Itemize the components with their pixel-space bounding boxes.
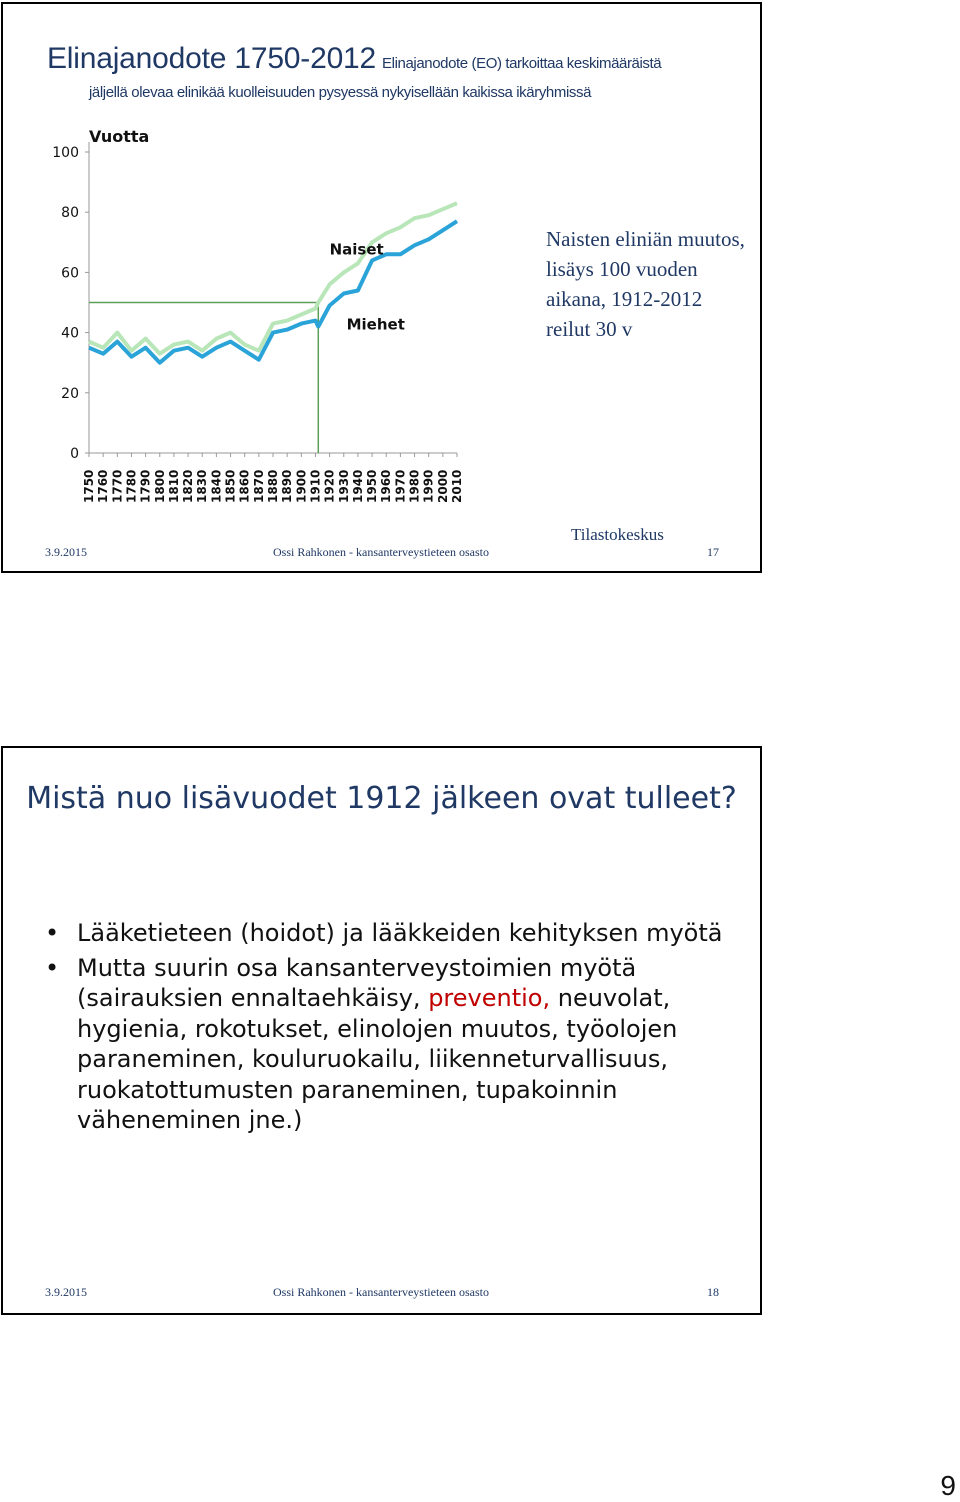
x-tick-label: 1830 — [195, 469, 210, 503]
x-tick-label: 1860 — [237, 469, 252, 503]
source-label: Tilastokeskus — [571, 525, 664, 544]
chart-annotation: Naisten eliniän muutos, lisäys 100 vuoden aikana, 1912-2012 reilut 30 v — [546, 227, 745, 341]
x-tick-label: 1940 — [350, 469, 365, 503]
series-label-naiset: Naiset — [329, 240, 384, 259]
bullet-text: Lääketieteen (hoidot) ja lääkkeiden kehityksen myötä — [77, 919, 723, 947]
x-tick-label: 1810 — [166, 469, 181, 503]
x-tick-label: 1820 — [181, 469, 196, 503]
y-tick-label: 40 — [61, 325, 79, 342]
x-tick-label: 1900 — [294, 469, 309, 503]
footer-page-number: 18 — [707, 1285, 719, 1299]
x-tick-label: 1800 — [152, 469, 167, 503]
bullet-item — [43, 953, 733, 1136]
x-tick-label: 1850 — [223, 469, 238, 503]
x-tick-label: 1750 — [82, 469, 96, 503]
x-tick-label: 1890 — [280, 469, 295, 503]
x-tick-label: 1930 — [336, 469, 351, 503]
bullet-text-highlight: preventio, — [428, 984, 551, 1012]
x-tick-label: 1880 — [266, 469, 280, 503]
x-tick-label: 1760 — [96, 469, 111, 503]
x-tick-label: 1960 — [379, 469, 394, 503]
y-tick-label: 20 — [61, 385, 79, 402]
slide-18 — [1, 746, 762, 1315]
life-expectancy-chart — [43, 122, 473, 512]
y-tick-label: 0 — [70, 446, 79, 462]
bullet-text-end: neuvolat, hygienia, rokotukset, elinolojen muutos, työolojen paraneminen, kouluruokailu, liikenneturvallisuus, ruokatottumusten paraneminen, tupakoinnin väheneminen jne.) — [77, 984, 678, 1134]
footer-page-number: 17 — [707, 545, 719, 559]
slide-17 — [1, 2, 762, 573]
footer-author: Ossi Rahkonen - kansanterveystieteen osasto — [273, 1285, 489, 1299]
x-tick-label: 1910 — [308, 469, 323, 503]
x-tick-label: 1920 — [322, 469, 337, 503]
x-tick-label: 1870 — [251, 469, 266, 503]
y-tick-label: 80 — [61, 205, 79, 222]
y-tick-label: 100 — [52, 145, 79, 161]
bullet-list — [43, 918, 733, 1140]
footer-author: Ossi Rahkonen - kansanterveystieteen osasto — [273, 545, 489, 559]
bullet-icon: • — [45, 953, 60, 982]
slide-subtitle-line2: jäljellä olevaa elinikää kuolleisuuden pysyessä nykyisellään kaikissa ikäryhmissä — [89, 84, 592, 101]
slide-title: Mistä nuo lisävuodet 1912 jälkeen ovat tulleet? — [26, 781, 737, 816]
x-tick-label: 1790 — [138, 469, 153, 503]
x-tick-label: 1780 — [124, 469, 139, 503]
page-number: 9 — [940, 1470, 956, 1501]
x-tick-label: 1970 — [393, 469, 408, 503]
x-tick-label: 2010 — [450, 469, 464, 503]
bullet-item — [43, 918, 733, 949]
series-label-miehet: Miehet — [346, 315, 405, 334]
x-tick-label: 2000 — [435, 469, 450, 503]
x-tick-label: 1990 — [421, 469, 436, 503]
bullet-icon: • — [45, 919, 60, 947]
footer-date: 3.9.2015 — [45, 1285, 87, 1299]
x-tick-label: 1980 — [407, 469, 422, 503]
y-tick-label: 60 — [61, 265, 79, 282]
x-tick-label: 1840 — [209, 469, 224, 503]
footer-date: 3.9.2015 — [45, 545, 87, 559]
y-axis-label: Vuotta — [89, 127, 150, 146]
bullet-text-start: Mutta suurin osa kansanterveystoimien myötä (sairauksien ennaltaehkäisy, — [77, 953, 637, 1012]
x-tick-label: 1950 — [365, 469, 380, 503]
slide-subtitle-line1: Elinajanodote (EO) tarkoittaa keskimääräistä — [382, 55, 662, 72]
slide-title: Elinajanodote 1750-2012 Elinajanodote (EO) tarkoittaa keskimääräistä — [47, 42, 662, 75]
x-tick-label: 1770 — [110, 469, 125, 503]
